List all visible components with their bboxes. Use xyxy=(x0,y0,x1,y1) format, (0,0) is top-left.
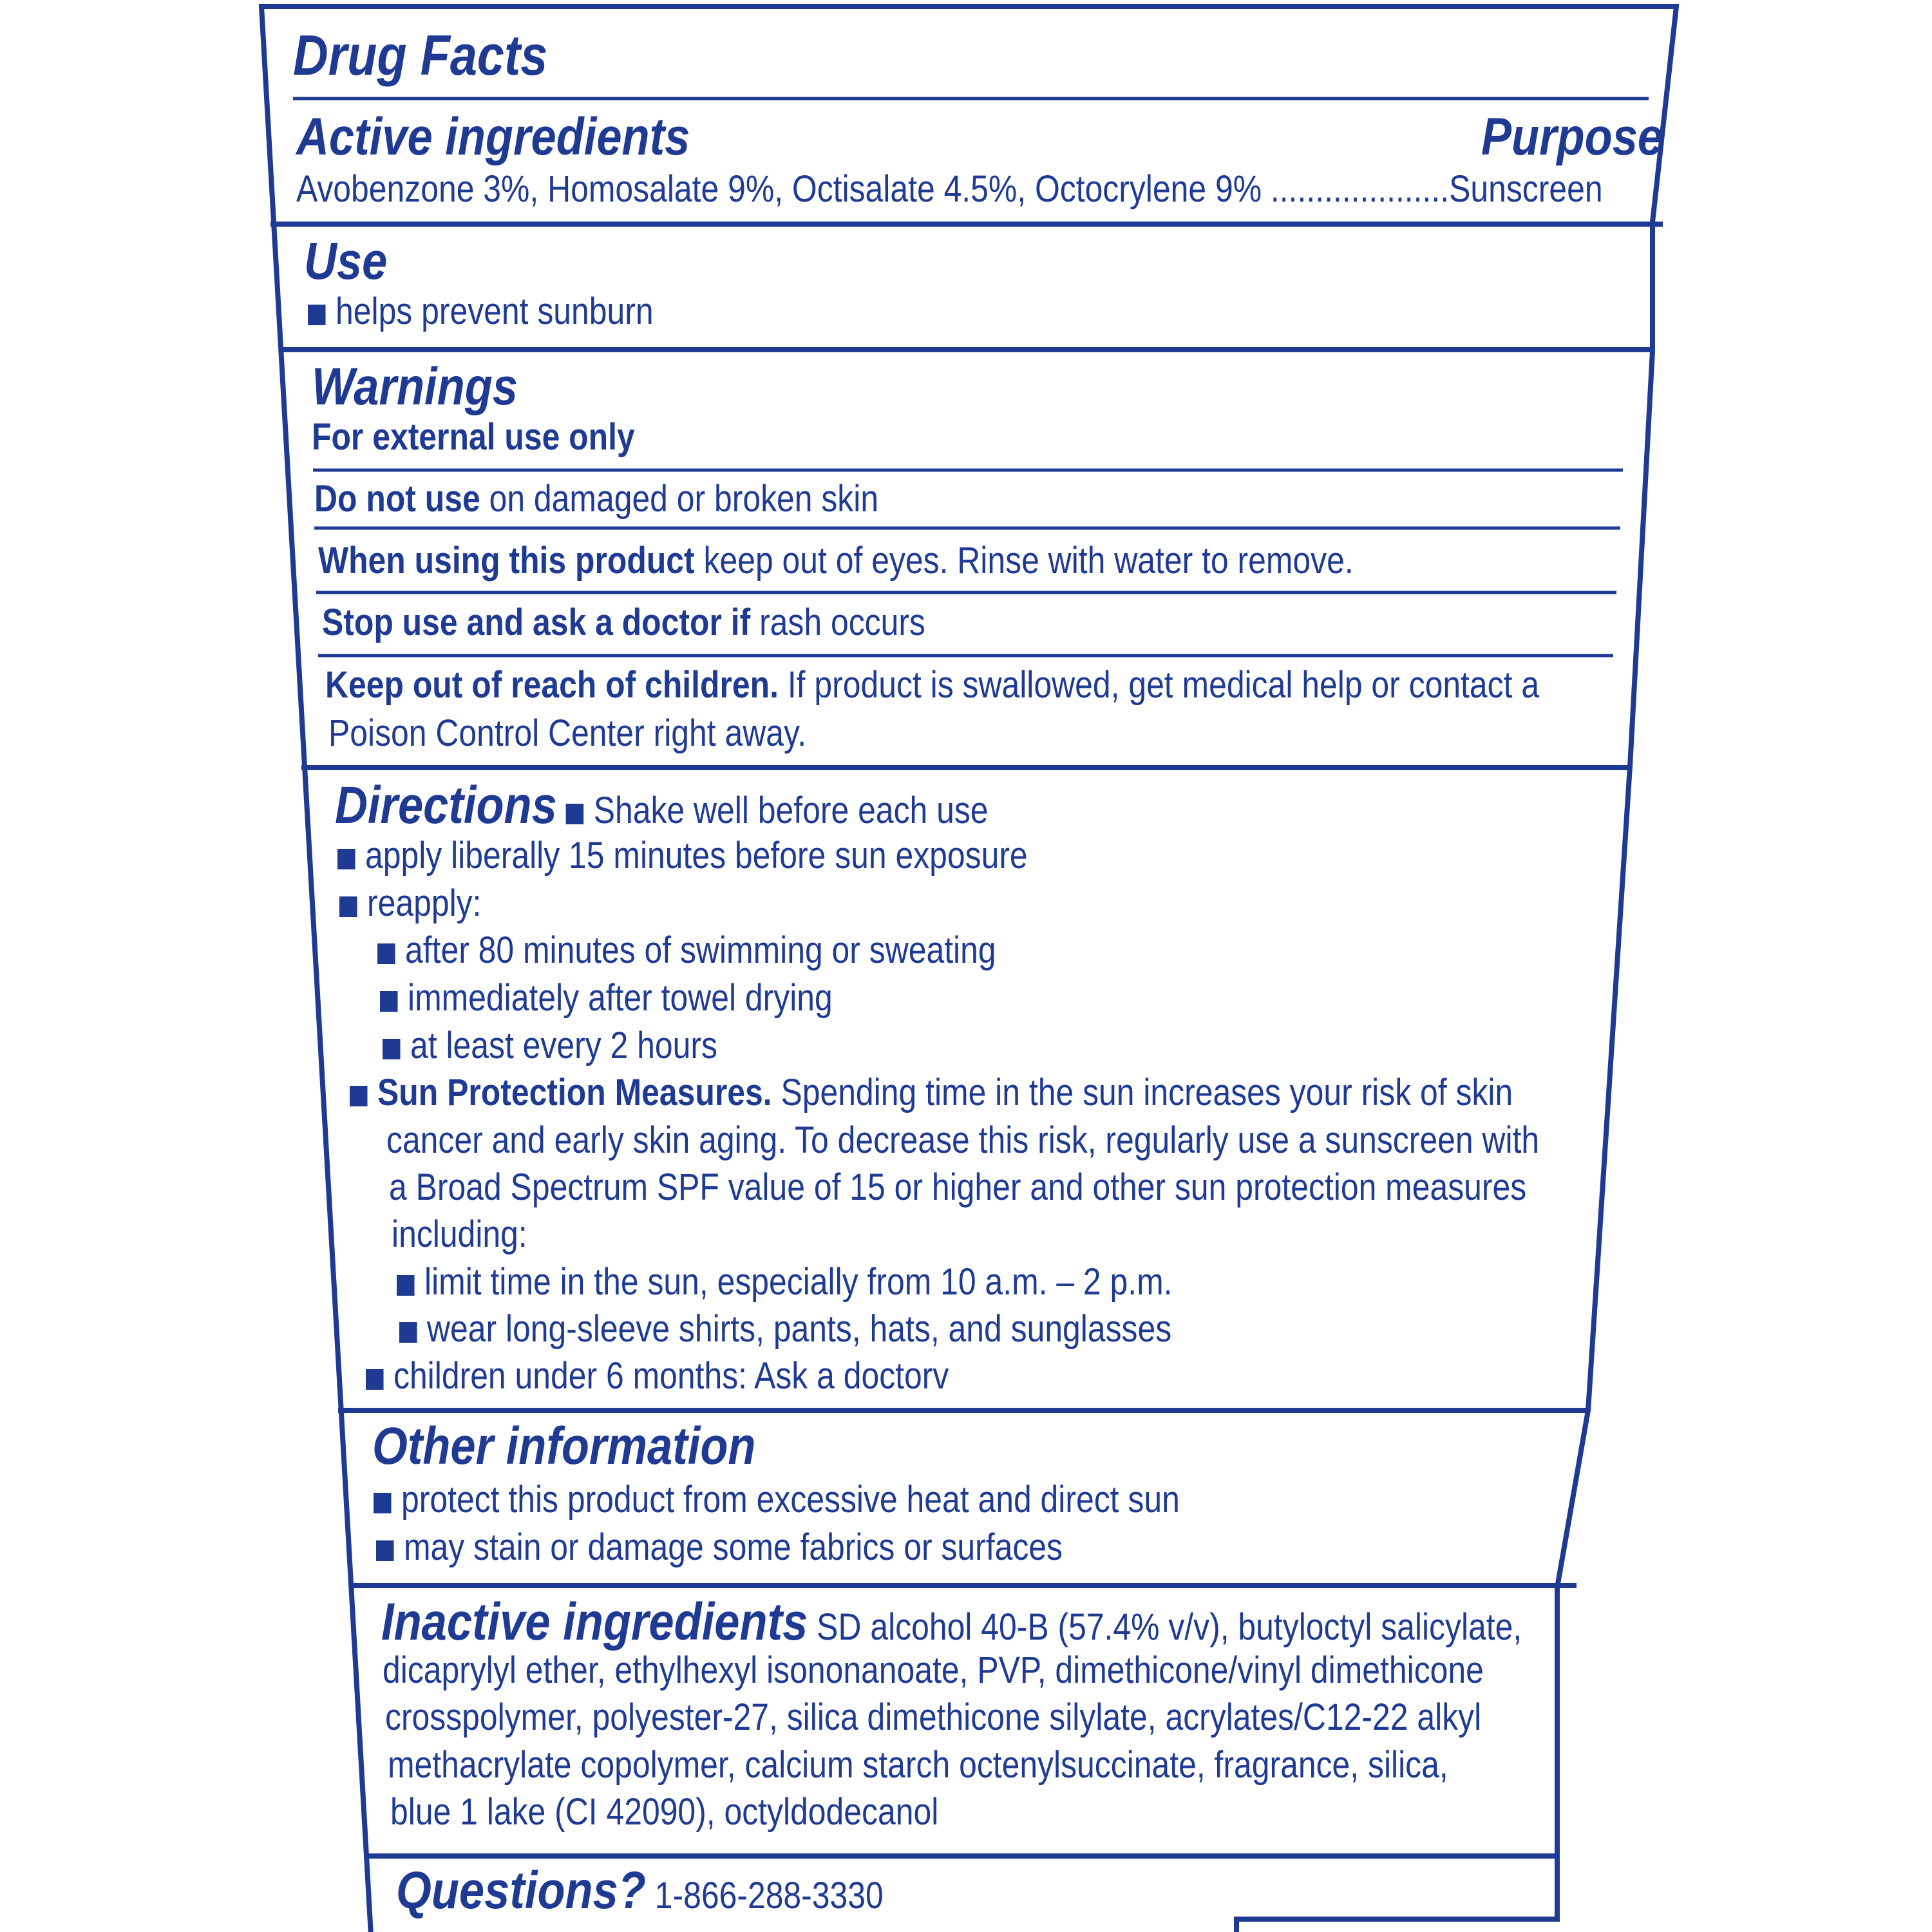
bullet-square-icon xyxy=(377,943,395,964)
active-ingredients-heading: Active ingredients xyxy=(296,108,690,166)
bullet-square-icon xyxy=(399,1322,417,1343)
other-item: may stain or damage some fabrics or surfaces xyxy=(376,1529,1063,1566)
warnings-heading: Warnings xyxy=(312,357,518,416)
warning-when-using: When using this product keep out of eyes. Rinse with water to remove. xyxy=(318,540,1354,582)
bullet-square-icon xyxy=(380,991,398,1012)
bullet-square-icon xyxy=(566,804,584,824)
warning-do-not-use: Do not use on damaged or broken skin xyxy=(314,478,879,520)
bullet-square-icon xyxy=(339,896,357,917)
bullet-square-icon xyxy=(308,305,326,325)
drug-facts-title: Drug Facts xyxy=(293,23,548,87)
inactive-line-1: Inactive ingredients SD alcohol 40-B (57.4% v/v), butyloctyl salicylate, xyxy=(381,1593,1522,1651)
reapply-item: immediately after towel drying xyxy=(380,980,833,1017)
inactive-line-5: blue 1 lake (CI 42090), octyldodecanol xyxy=(390,1791,939,1833)
direction-reapply: reapply: xyxy=(339,885,481,922)
questions-heading: Questions? xyxy=(396,1861,646,1920)
inactive-line-4: methacrylate copolymer, calcium starch octenylsuccinate, fragrance, silica, xyxy=(388,1744,1448,1786)
spm-line-2: cancer and early skin aging. To decrease this risk, regularly use a sunscreen with xyxy=(386,1119,1540,1161)
other-information-heading: Other information xyxy=(372,1417,756,1475)
use-item: helps prevent sunburn xyxy=(308,293,654,330)
bullet-square-icon xyxy=(350,1086,368,1106)
spm-line-3: a Broad Spectrum SPF value of 15 or higher and other sun protection measures xyxy=(389,1166,1527,1208)
external-use-text: For external use only xyxy=(312,416,635,458)
warning-keep-out: Keep out of reach of children. If product is swallowed, get medical help or contact a xyxy=(325,664,1540,706)
directions-heading: Directions xyxy=(335,776,557,835)
purpose-value: Sunscreen xyxy=(1449,168,1603,210)
inactive-ingredients-heading: Inactive ingredients xyxy=(381,1593,808,1651)
use-heading: Use xyxy=(304,232,388,290)
bullet-square-icon xyxy=(337,849,355,869)
active-ingredients-line xyxy=(296,168,1603,210)
questions-phone: 1-866-288-3330 xyxy=(654,1875,884,1917)
bullet-square-icon xyxy=(366,1369,384,1390)
reapply-item: after 80 minutes of swimming or sweating xyxy=(377,932,996,969)
bullet-square-icon xyxy=(383,1039,401,1059)
directions-first-line: Directions Shake well before each use xyxy=(335,776,989,835)
inactive-line-2: dicaprylyl ether, ethylhexyl isononanoate, PVP, dimethicone/vinyl dimethicone xyxy=(383,1649,1484,1691)
warning-keep-out-line2: Poison Control Center right away. xyxy=(328,712,807,754)
bullet-square-icon xyxy=(374,1493,392,1513)
spm-line-4: including: xyxy=(392,1213,527,1255)
inactive-line-3: crosspolymer, polyester-27, silica dimethicone silylate, acrylates/C12-22 alkyl xyxy=(385,1696,1482,1738)
spm-item: wear long-sleeve shirts, pants, hats, and sunglasses xyxy=(399,1311,1171,1348)
reapply-item: at least every 2 hours xyxy=(383,1027,717,1065)
direction-spm: Sun Protection Measures. Spending time in the sun increases your risk of skin xyxy=(350,1074,1513,1112)
direction-children: children under 6 months: Ask a doctorv xyxy=(366,1358,949,1395)
bullet-square-icon xyxy=(376,1540,394,1561)
questions-line xyxy=(396,1861,884,1920)
purpose-heading: Purpose xyxy=(1481,108,1663,166)
spm-item: limit time in the sun, especially from 10 a.m. – 2 p.m. xyxy=(397,1264,1173,1301)
active-ingredients-list: Avobenzone 3%, Homosalate 9%, Octisalate 4.5%, Octocrylene 9% xyxy=(296,168,1262,210)
other-item: protect this product from excessive heat and direct sun xyxy=(374,1481,1180,1519)
purpose-leader: .................... xyxy=(1270,168,1450,210)
bullet-square-icon xyxy=(397,1275,415,1296)
warning-stop-use: Stop use and ask a doctor if rash occurs xyxy=(322,601,925,643)
direction-apply: apply liberally 15 minutes before sun exposure xyxy=(337,837,1028,875)
